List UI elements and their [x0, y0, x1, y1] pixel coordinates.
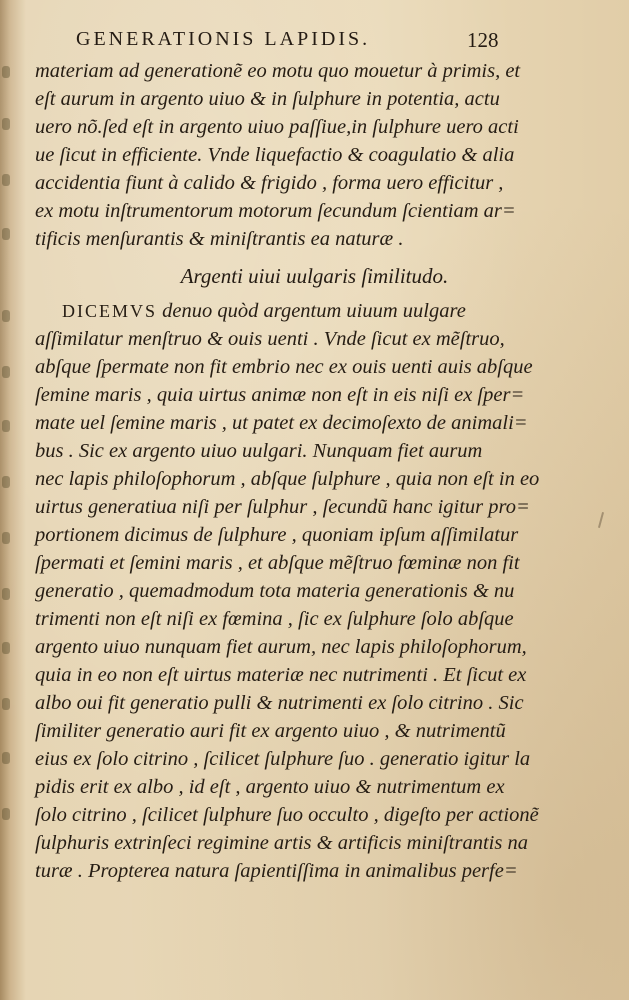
text-line: albo oui fit generatio pulli & nutrimenti ex ſolo citrino . Sic [35, 692, 524, 714]
text-line: trimenti non eſt niſi ex fœmina , ſic ex ſulphure ſolo abſque [35, 608, 514, 630]
gutter-stain [2, 698, 10, 710]
text-line: materiam ad generationẽ eo motu quo mouetur à primis, et [35, 60, 521, 82]
initial-word: DICEMVS [62, 301, 158, 321]
section-heading: Argenti uiui uulgaris ſimilitudo. [180, 264, 449, 288]
text-line: generatio , quemadmodum tota materia generationis & nu [35, 580, 515, 602]
text-line: argento uiuo nunquam fiet aurum, nec lapis philoſophorum, [35, 636, 527, 658]
text-line: uirtus generatiua niſi per ſulphur , ſecundũ hanc igitur pro= [35, 496, 530, 518]
text-line: ſemine maris , quia uirtus animæ non eſt in eis niſi ex ſper= [35, 384, 525, 406]
page-number: 128 [467, 28, 499, 52]
text-line: accidentia fiunt à calido & frigido , forma uero efficitur , [35, 172, 504, 194]
gutter-stain [2, 752, 10, 764]
first-line-rest: denuo quòd argentum uiuum uulgare [157, 300, 466, 322]
gutter-stain [2, 588, 10, 600]
gutter-stain [2, 808, 10, 820]
text-line: ex motu inſtrumentorum motorum ſecundum ſcientiam ar= [35, 200, 516, 222]
text-line: aſſimilatur menſtruo & ouis uenti . Vnde ſicut ex mẽſtruo, [35, 328, 505, 350]
text-line: abſque ſpermate non fit embrio nec ex ouis uenti auis abſque [35, 356, 533, 378]
gutter-stain [2, 174, 10, 186]
gutter-stain [2, 532, 10, 544]
gutter-stain [2, 366, 10, 378]
text-line-first [62, 300, 562, 323]
text-line: ſpermati et ſemini maris , et abſque mẽſtruo fœminæ non fit [35, 552, 520, 574]
margin-pen-mark [598, 512, 604, 528]
gutter-stain [2, 228, 10, 240]
text-line: eius ex ſolo citrino , ſcilicet ſulphure ſuo . generatio igitur la [35, 748, 531, 770]
text-line: ue ſicut in efficiente. Vnde liquefactio & coagulatio & alia [35, 144, 515, 166]
running-head-title: GENERATIONIS LAPIDIS. [76, 28, 371, 50]
gutter-stain [2, 310, 10, 322]
text-line: ſulphuris extrinſeci regimine artis & artificis miniſtrantis na [35, 832, 528, 854]
gutter-stain [2, 476, 10, 488]
gutter-stain [2, 118, 10, 130]
text-line: eſt aurum in argento uiuo & in ſulphure in potentia, actu [35, 88, 500, 110]
gutter-stain [2, 66, 10, 78]
text-line: quia in eo non eſt uirtus materiæ nec nutrimenti . Et ſicut ex [35, 664, 527, 686]
text-line: turæ . Propterea natura ſapientiſſima in animalibus perfe= [35, 860, 518, 882]
text-line: bus . Sic ex argento uiuo uulgari. Nunquam fiet aurum [35, 440, 483, 462]
text-line: pidis erit ex albo , id eſt , argento uiuo & nutrimentum ex [35, 776, 505, 798]
text-line: ſimiliter generatio auri fit ex argento uiuo , & nutrimentũ [35, 720, 506, 742]
text-line: portionem dicimus de ſulphure , quoniam ipſum aſſimilatur [35, 524, 519, 546]
gutter-stain [2, 642, 10, 654]
text-line: mate uel ſemine maris , ut patet ex decimoſexto de animali= [35, 412, 528, 434]
text-line: nec lapis philoſophorum , abſque ſulphure , quia non eſt in eo [35, 468, 540, 490]
gutter-stain [2, 420, 10, 432]
text-line: uero nõ.ſed eſt in argento uiuo paſſiue,in ſulphure uero acti [35, 116, 519, 138]
text-line: tificis menſurantis & miniſtrantis ea naturæ . [35, 228, 404, 250]
text-line: ſolo citrino , ſcilicet ſulphure ſuo occulto , digeſto per actionẽ [35, 804, 539, 826]
